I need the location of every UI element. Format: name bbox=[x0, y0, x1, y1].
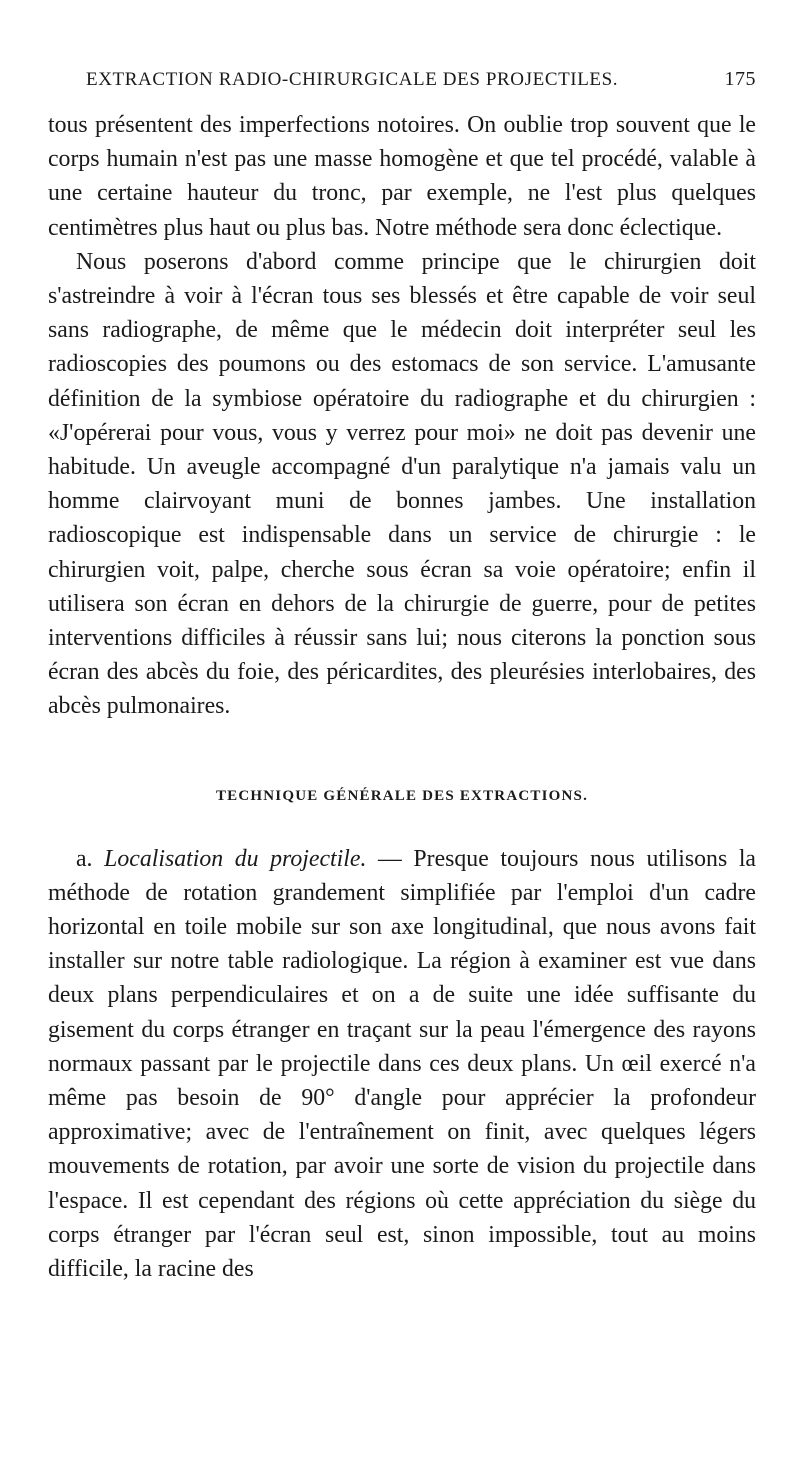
paragraph: tous présentent des imperfections notoires. On oublie trop souvent que le corps humain n'est pas une masse homogène et que tel procédé, valable à une certaine hauteur du tronc, par exemple, ne l'est plus quelques centimètres plus haut ou plus bas. Notre méthode sera donc éclectique. bbox=[48, 112, 756, 241]
page-number: 175 bbox=[724, 68, 756, 90]
section-heading: TECHNIQUE GÉNÉRALE DES EXTRACTIONS. bbox=[215, 787, 589, 804]
section-body bbox=[48, 842, 756, 1287]
paragraph bbox=[48, 842, 756, 1287]
item-title: Localisation du projectile. bbox=[104, 845, 367, 872]
item-dash: — bbox=[378, 845, 402, 872]
book-page bbox=[48, 68, 756, 1286]
paragraph: Nous poserons d'abord comme principe que le chirurgien doit s'astreindre à voir à l'écran tous ses blessés et être capable de voir seul sans radiographe, de même que le médecin doit interpréter seul les radioscopies des poumons ou des estomacs de son service. L'amusante définition de la symbiose opératoire du radiographe et du chirurgien : «J'opérerai pour vous, vous y verrez pour moi» ne doit pas devenir une habitude. Un aveugle accompagné d'un paralytique n'a jamais valu un homme clairvoyant muni de bonnes jambes. Une installation radioscopique est indispensable dans un service de chirurgie : le chirurgien voit, palpe, cherche sous écran sa voie opératoire; enfin il utilisera son écran en dehors de la chirurgie de guerre, pour de petites interventions difficiles à réussir sans lui; nous citerons la ponction sous écran des abcès du foie, des péricardites, des pleurésies interlobaires, des abcès pulmonaires. bbox=[48, 248, 756, 720]
running-header bbox=[48, 68, 756, 108]
body-text bbox=[48, 108, 756, 724]
item-marker: a. bbox=[76, 845, 93, 872]
item-text: Presque toujours nous utilisons la méthode de rotation grandement simplifiée par l'emploi d'un cadre horizontal en toile mobile sur son axe longitudinal, que nous avons fait installer sur notre table radiologique. La région à examiner est vue dans deux plans perpendiculaires et on a de suite une idée suffisante du gisement du corps étranger en traçant sur la peau l'émergence des rayons normaux passant par le projectile dans ces deux plans. Un œil exercé n'a même pas besoin de 90° d'angle pour apprécier la profondeur approximative; avec de l'entraînement on finit, avec quelques légers mouvements de rotation, par avoir une sorte de vision du projectile dans l'espace. Il est cependant des régions où cette appréciation du siège du corps étranger par l'écran seul est, sinon impossible, tout au moins difficile, la racine des bbox=[48, 845, 756, 1283]
running-title: EXTRACTION RADIO-CHIRURGICALE DES PROJECTILES. bbox=[86, 69, 619, 90]
